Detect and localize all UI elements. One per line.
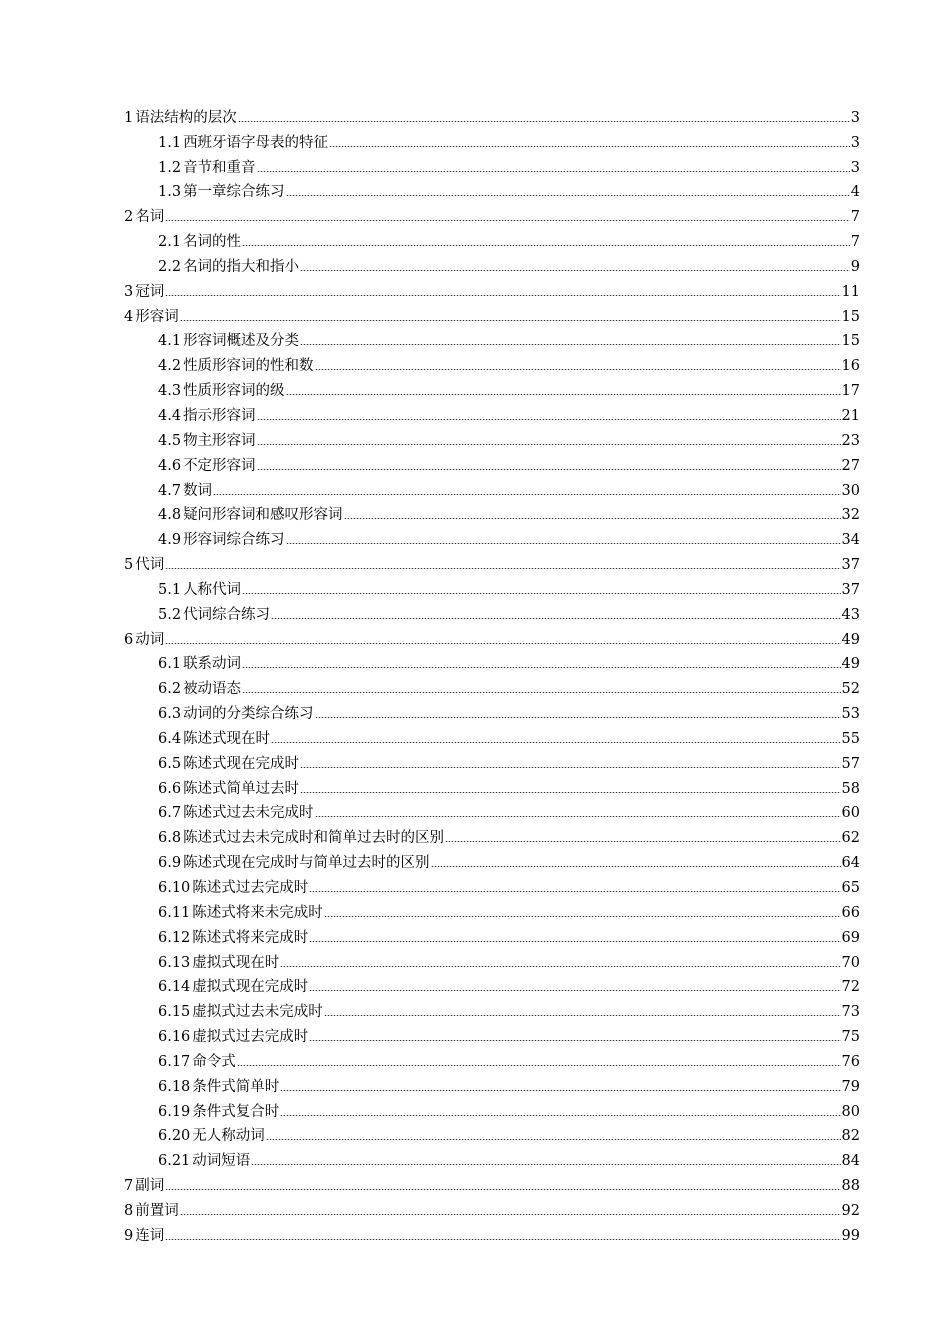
toc-entry-number: 6.5 bbox=[158, 755, 182, 772]
toc-entry-6-1[interactable] bbox=[124, 649, 860, 674]
toc-entry-6-9[interactable] bbox=[124, 847, 860, 872]
toc-entry-title-group bbox=[158, 357, 314, 375]
toc-dot-leader bbox=[251, 1164, 840, 1165]
toc-entry-6-21[interactable] bbox=[124, 1145, 860, 1170]
toc-entry-title-group bbox=[158, 929, 308, 947]
toc-entry-title: 代词 bbox=[135, 557, 165, 574]
toc-entry-number: 9 bbox=[124, 1227, 134, 1244]
toc-entry-page: 3 bbox=[850, 159, 860, 176]
toc-entry-4-9[interactable] bbox=[124, 524, 860, 549]
toc-entry-number: 6.16 bbox=[158, 1029, 191, 1046]
toc-entry-number: 6.4 bbox=[158, 730, 182, 747]
toc-entry-number: 2.2 bbox=[158, 258, 182, 275]
toc-entry-title: 形容词综合练习 bbox=[183, 532, 285, 549]
toc-entry-title: 物主形容词 bbox=[183, 432, 256, 449]
toc-entry-page: 30 bbox=[841, 482, 860, 499]
toc-dot-leader bbox=[344, 518, 841, 519]
toc-entry-6-19[interactable] bbox=[124, 1096, 860, 1121]
toc-entry-page: 37 bbox=[841, 557, 860, 574]
toc-entry-title-group bbox=[124, 631, 164, 649]
toc-entry-1-2[interactable] bbox=[124, 152, 860, 177]
toc-entry-page: 16 bbox=[841, 358, 860, 375]
toc-entry-number: 6.10 bbox=[158, 880, 191, 896]
toc-entry-6-3[interactable] bbox=[124, 698, 860, 723]
toc-entry-title: 陈述式现在完成时与简单过去时的区别 bbox=[183, 855, 430, 872]
toc-entry-number: 6.11 bbox=[158, 904, 191, 921]
toc-entry-number: 4 bbox=[124, 308, 134, 325]
toc-entry-6-11[interactable] bbox=[124, 897, 860, 922]
toc-entry-title: 动词的分类综合练习 bbox=[183, 706, 314, 723]
toc-entry-title-group bbox=[158, 332, 299, 350]
toc-entry-title-group bbox=[158, 258, 299, 276]
toc-entry-number: 6.1 bbox=[158, 656, 182, 673]
toc-entry-6-13[interactable] bbox=[124, 947, 860, 972]
toc-entry-title: 虚拟式过去完成时 bbox=[192, 1029, 309, 1046]
toc-entry-6-18[interactable] bbox=[124, 1071, 860, 1096]
toc-entry-5-1[interactable] bbox=[124, 574, 860, 599]
toc-entry-title-group bbox=[124, 1202, 179, 1220]
toc-dot-leader bbox=[257, 444, 841, 445]
toc-entry-title-group bbox=[158, 780, 299, 798]
toc-entry-title: 条件式复合时 bbox=[192, 1103, 280, 1120]
toc-entry-page: 7 bbox=[850, 209, 860, 226]
toc-entry-4-1[interactable] bbox=[124, 326, 860, 351]
toc-entry-page: 49 bbox=[841, 656, 860, 673]
toc-entry-page: 52 bbox=[841, 681, 860, 698]
toc-entry-4-3[interactable] bbox=[124, 375, 860, 400]
toc-entry-page: 17 bbox=[841, 383, 860, 400]
toc-entry-6-2[interactable] bbox=[124, 673, 860, 698]
toc-entry-number: 4.8 bbox=[158, 507, 182, 524]
toc-entry-page: 92 bbox=[841, 1202, 860, 1219]
toc-dot-leader bbox=[286, 543, 841, 544]
toc-entry-number: 6.14 bbox=[158, 979, 191, 996]
toc-entry-title: 虚拟式现在时 bbox=[192, 954, 280, 971]
toc-entry-page: 55 bbox=[841, 730, 860, 747]
toc-entry-page: 3 bbox=[850, 134, 860, 151]
toc-entry-title-group bbox=[124, 1227, 164, 1245]
toc-entry-title-group bbox=[158, 879, 308, 897]
toc-entry-number: 6.7 bbox=[158, 805, 182, 822]
toc-entry-2[interactable] bbox=[124, 201, 860, 226]
toc-entry-4-8[interactable] bbox=[124, 500, 860, 525]
toc-entry-number: 2.1 bbox=[158, 234, 182, 251]
toc-entry-title: 无人称动词 bbox=[192, 1128, 265, 1145]
toc-entry-page: 69 bbox=[841, 929, 860, 946]
toc-entry-page: 99 bbox=[841, 1227, 860, 1244]
toc-entry-title-group bbox=[158, 506, 343, 524]
toc-entry-number: 6.17 bbox=[158, 1053, 191, 1070]
toc-entry-6-17[interactable] bbox=[124, 1046, 860, 1071]
toc-entry-9[interactable] bbox=[124, 1220, 860, 1245]
toc-dot-leader bbox=[309, 941, 840, 942]
toc-entry-title: 前置词 bbox=[135, 1202, 179, 1219]
toc-entry-title-group bbox=[158, 655, 241, 673]
toc-entry-page: 37 bbox=[841, 581, 860, 598]
toc-entry-title: 音节和重音 bbox=[183, 159, 256, 176]
toc-entry-3[interactable] bbox=[124, 276, 860, 301]
toc-dot-leader bbox=[324, 916, 841, 917]
toc-dot-leader bbox=[300, 270, 850, 271]
toc-entry-page: 32 bbox=[841, 507, 860, 524]
toc-entry-number: 6 bbox=[124, 631, 134, 648]
toc-entry-page: 34 bbox=[841, 532, 860, 549]
toc-entry-5[interactable] bbox=[124, 549, 860, 574]
toc-entry-page: 27 bbox=[841, 457, 860, 474]
toc-entry-number: 6.21 bbox=[158, 1153, 191, 1170]
toc-entry-1-1[interactable] bbox=[124, 127, 860, 152]
toc-entry-title: 陈述式过去未完成时 bbox=[183, 805, 314, 822]
toc-entry-title: 形容词概述及分类 bbox=[183, 333, 300, 350]
toc-entry-6-5[interactable] bbox=[124, 748, 860, 773]
toc-entry-title-group bbox=[124, 109, 237, 127]
toc-entry-title-group bbox=[158, 1127, 265, 1145]
toc-dot-leader bbox=[280, 966, 840, 967]
toc-dot-leader bbox=[242, 245, 850, 246]
toc-entry-4-7[interactable] bbox=[124, 475, 860, 500]
toc-entry-title-group bbox=[158, 482, 212, 500]
toc-entry-page: 11 bbox=[841, 283, 860, 300]
toc-entry-6-7[interactable] bbox=[124, 798, 860, 823]
toc-dot-leader bbox=[280, 1090, 840, 1091]
toc-entry-page: 15 bbox=[841, 333, 860, 350]
toc-entry-6-8[interactable] bbox=[124, 822, 860, 847]
toc-entry-number: 5.1 bbox=[158, 581, 182, 598]
toc-entry-title: 命令式 bbox=[192, 1053, 236, 1070]
toc-entry-number: 1 bbox=[124, 109, 134, 126]
toc-entry-title: 连词 bbox=[135, 1227, 165, 1244]
toc-entry-7[interactable] bbox=[124, 1170, 860, 1195]
toc-dot-leader bbox=[213, 494, 840, 495]
toc-dot-leader bbox=[257, 469, 841, 470]
toc-dot-leader bbox=[445, 841, 840, 842]
toc-entry-title: 陈述式将来完成时 bbox=[192, 929, 309, 946]
toc-dot-leader bbox=[237, 1065, 841, 1066]
toc-entry-title: 联系动词 bbox=[183, 656, 242, 673]
toc-entry-title-group bbox=[158, 581, 241, 599]
toc-entry-page: 64 bbox=[841, 855, 860, 872]
toc-dot-leader bbox=[165, 295, 840, 296]
toc-entry-title: 虚拟式过去未完成时 bbox=[192, 1004, 323, 1021]
toc-entry-page: 79 bbox=[841, 1078, 860, 1095]
toc-entry-number: 1.2 bbox=[158, 159, 182, 176]
toc-dot-leader bbox=[242, 667, 840, 668]
toc-entry-title-group bbox=[124, 1177, 164, 1195]
toc-entry-title: 西班牙语字母表的特征 bbox=[183, 134, 329, 151]
toc-entry-title: 代词综合练习 bbox=[183, 606, 271, 623]
toc-entry-number: 6.19 bbox=[158, 1103, 191, 1120]
toc-entry-title-group bbox=[158, 1078, 279, 1096]
toc-entry-title-group bbox=[124, 556, 164, 574]
toc-entry-number: 7 bbox=[124, 1178, 134, 1195]
toc-entry-number: 4.7 bbox=[158, 482, 182, 499]
toc-entry-title: 名词 bbox=[135, 209, 165, 226]
toc-entry-page: 66 bbox=[841, 904, 860, 921]
toc-entry-number: 1.3 bbox=[158, 184, 182, 201]
toc-entry-title: 疑问形容词和感叹形容词 bbox=[183, 507, 343, 524]
toc-entry-title-group bbox=[158, 829, 444, 847]
toc-entry-title: 动词 bbox=[135, 631, 165, 648]
toc-entry-page: 3 bbox=[850, 109, 860, 126]
toc-entry-6-10[interactable] bbox=[124, 872, 860, 897]
toc-entry-number: 4.9 bbox=[158, 532, 182, 549]
toc-entry-title-group bbox=[158, 755, 299, 773]
toc-entry-page: 23 bbox=[841, 432, 860, 449]
toc-dot-leader bbox=[309, 990, 840, 991]
toc-entry-page: 9 bbox=[850, 258, 860, 275]
toc-dot-leader bbox=[315, 816, 841, 817]
toc-dot-leader bbox=[266, 1139, 841, 1140]
toc-entry-page: 88 bbox=[841, 1178, 860, 1195]
toc-dot-leader bbox=[242, 692, 840, 693]
toc-dot-leader bbox=[329, 146, 850, 147]
toc-dot-leader bbox=[300, 792, 840, 793]
toc-entry-1-3[interactable] bbox=[124, 177, 860, 202]
toc-entry-page: 65 bbox=[841, 880, 860, 896]
toc-entry-page: 43 bbox=[841, 606, 860, 623]
toc-dot-leader bbox=[309, 1040, 840, 1041]
toc-entry-title: 陈述式现在完成时 bbox=[183, 755, 300, 772]
toc-entry-page: 53 bbox=[841, 706, 860, 723]
toc-entry-title: 语法结构的层次 bbox=[135, 109, 237, 126]
toc-entry-title-group bbox=[158, 1103, 279, 1121]
toc-entry-number: 6.2 bbox=[158, 681, 182, 698]
toc-entry-title-group bbox=[124, 308, 179, 326]
toc-entry-title: 陈述式简单过去时 bbox=[183, 780, 300, 797]
toc-entry-title: 被动语态 bbox=[183, 681, 242, 698]
toc-entry-title: 条件式简单时 bbox=[192, 1078, 280, 1095]
toc-entry-6-16[interactable] bbox=[124, 1021, 860, 1046]
toc-dot-leader bbox=[286, 195, 850, 196]
toc-entry-title-group bbox=[158, 407, 256, 425]
toc-entry-number: 4.2 bbox=[158, 358, 182, 375]
toc-entry-title-group bbox=[158, 457, 256, 475]
toc-entry-page: 82 bbox=[841, 1128, 860, 1145]
toc-entry-number: 4.3 bbox=[158, 383, 182, 400]
toc-entry-title: 名词的性 bbox=[183, 234, 242, 251]
toc-dot-leader bbox=[286, 394, 841, 395]
toc-entry-number: 8 bbox=[124, 1202, 134, 1219]
toc-entry-title: 动词短语 bbox=[192, 1153, 251, 1170]
toc-entry-number: 3 bbox=[124, 283, 134, 300]
toc-entry-page: 15 bbox=[841, 308, 860, 325]
toc-entry-title: 陈述式过去完成时 bbox=[192, 880, 309, 896]
toc-entry-page: 73 bbox=[841, 1004, 860, 1021]
toc-entry-title: 形容词 bbox=[135, 308, 179, 325]
toc-entry-4[interactable] bbox=[124, 301, 860, 326]
toc-entry-8[interactable] bbox=[124, 1195, 860, 1220]
toc-dot-leader bbox=[180, 320, 841, 321]
toc-entry-number: 4.5 bbox=[158, 432, 182, 449]
toc-entry-title-group bbox=[158, 1003, 323, 1021]
toc-entry-page: 21 bbox=[841, 407, 860, 424]
toc-entry-title-group bbox=[158, 854, 430, 872]
toc-entry-title-group bbox=[158, 1053, 236, 1071]
toc-entry-6-15[interactable] bbox=[124, 996, 860, 1021]
toc-dot-leader bbox=[165, 643, 840, 644]
toc-entry-title-group bbox=[158, 531, 285, 549]
toc-entry-page: 62 bbox=[841, 830, 860, 847]
toc-entry-6-20[interactable] bbox=[124, 1121, 860, 1146]
toc-dot-leader bbox=[242, 593, 840, 594]
toc-entry-6-6[interactable] bbox=[124, 773, 860, 798]
toc-entry-2-1[interactable] bbox=[124, 226, 860, 251]
toc-entry-number: 4.6 bbox=[158, 457, 182, 474]
toc-entry-title: 陈述式过去未完成时和简单过去时的区别 bbox=[183, 830, 445, 847]
toc-dot-leader bbox=[324, 1015, 841, 1016]
toc-entry-title-group bbox=[158, 159, 256, 177]
toc-entry-title: 冠词 bbox=[135, 283, 165, 300]
toc-entry-title: 性质形容词的性和数 bbox=[183, 358, 314, 375]
toc-dot-leader bbox=[165, 220, 850, 221]
toc-dot-leader bbox=[271, 618, 840, 619]
toc-entry-6[interactable] bbox=[124, 624, 860, 649]
toc-entry-page: 60 bbox=[841, 805, 860, 822]
toc-entry-title: 数词 bbox=[183, 482, 213, 499]
toc-entry-page: 75 bbox=[841, 1029, 860, 1046]
toc-entry-title-group bbox=[158, 382, 285, 400]
toc-entry-page: 4 bbox=[850, 184, 860, 201]
toc-dot-leader bbox=[315, 717, 841, 718]
toc-dot-leader bbox=[165, 1239, 840, 1240]
toc-entry-title-group bbox=[158, 233, 241, 251]
toc-entry-page: 76 bbox=[841, 1053, 860, 1070]
toc-entry-number: 6.9 bbox=[158, 855, 182, 872]
toc-entry-4-5[interactable] bbox=[124, 425, 860, 450]
table-of-contents bbox=[124, 102, 860, 1245]
toc-entry-5-2[interactable] bbox=[124, 599, 860, 624]
toc-entry-title-group bbox=[158, 1028, 308, 1046]
toc-dot-leader bbox=[280, 1115, 840, 1116]
toc-entry-2-2[interactable] bbox=[124, 251, 860, 276]
toc-entry-title-group bbox=[158, 680, 241, 698]
toc-entry-number: 1.1 bbox=[158, 134, 182, 151]
toc-entry-title-group bbox=[158, 134, 328, 152]
toc-entry-number: 6.18 bbox=[158, 1078, 191, 1095]
toc-entry-number: 6.15 bbox=[158, 1004, 191, 1021]
toc-entry-title: 第一章综合练习 bbox=[183, 184, 285, 201]
toc-entry-number: 6.13 bbox=[158, 954, 191, 971]
toc-entry-page: 57 bbox=[841, 755, 860, 772]
toc-dot-leader bbox=[257, 171, 850, 172]
toc-entry-1[interactable] bbox=[124, 102, 860, 127]
toc-entry-6-4[interactable] bbox=[124, 723, 860, 748]
toc-dot-leader bbox=[257, 419, 841, 420]
toc-dot-leader bbox=[165, 1189, 840, 1190]
toc-entry-title: 性质形容词的级 bbox=[183, 383, 285, 400]
toc-entry-page: 7 bbox=[850, 234, 860, 251]
toc-entry-title-group bbox=[158, 978, 308, 996]
toc-entry-title-group bbox=[158, 432, 256, 450]
toc-entry-number: 6.12 bbox=[158, 929, 191, 946]
toc-entry-number: 6.3 bbox=[158, 706, 182, 723]
toc-entry-title-group bbox=[158, 904, 323, 922]
toc-entry-6-12[interactable] bbox=[124, 922, 860, 947]
toc-entry-page: 49 bbox=[841, 631, 860, 648]
toc-entry-title-group bbox=[158, 705, 314, 723]
toc-dot-leader bbox=[309, 891, 840, 892]
toc-dot-leader bbox=[431, 866, 841, 867]
toc-entry-title: 指示形容词 bbox=[183, 407, 256, 424]
toc-entry-title-group bbox=[124, 208, 164, 226]
toc-entry-title-group bbox=[158, 183, 285, 201]
toc-entry-title: 名词的指大和指小 bbox=[183, 258, 300, 275]
toc-dot-leader bbox=[300, 344, 840, 345]
toc-entry-number: 4.4 bbox=[158, 407, 182, 424]
toc-entry-title-group bbox=[158, 730, 270, 748]
toc-entry-title-group bbox=[124, 283, 164, 301]
toc-entry-page: 80 bbox=[841, 1103, 860, 1120]
toc-dot-leader bbox=[315, 369, 841, 370]
toc-entry-title-group bbox=[158, 606, 270, 624]
toc-entry-4-6[interactable] bbox=[124, 450, 860, 475]
toc-entry-number: 6.8 bbox=[158, 830, 182, 847]
toc-entry-6-14[interactable] bbox=[124, 972, 860, 997]
toc-dot-leader bbox=[238, 121, 850, 122]
toc-entry-number: 2 bbox=[124, 209, 134, 226]
toc-entry-title-group bbox=[158, 804, 314, 822]
toc-dot-leader bbox=[271, 742, 840, 743]
toc-entry-title: 不定形容词 bbox=[183, 457, 256, 474]
toc-entry-page: 58 bbox=[841, 780, 860, 797]
toc-dot-leader bbox=[165, 568, 840, 569]
toc-entry-page: 70 bbox=[841, 954, 860, 971]
toc-entry-number: 6.20 bbox=[158, 1128, 191, 1145]
toc-dot-leader bbox=[180, 1214, 841, 1215]
toc-entry-number: 6.6 bbox=[158, 780, 182, 797]
toc-entry-number: 5 bbox=[124, 557, 134, 574]
toc-entry-page: 72 bbox=[841, 979, 860, 996]
toc-entry-title: 陈述式现在时 bbox=[183, 730, 271, 747]
toc-entry-title: 人称代词 bbox=[183, 581, 242, 598]
toc-entry-title: 虚拟式现在完成时 bbox=[192, 979, 309, 996]
toc-entry-number: 4.1 bbox=[158, 333, 182, 350]
toc-entry-title-group bbox=[158, 1152, 250, 1170]
toc-entry-page: 84 bbox=[841, 1153, 860, 1170]
toc-entry-title-group bbox=[158, 954, 279, 972]
toc-entry-title: 副词 bbox=[135, 1178, 165, 1195]
toc-dot-leader bbox=[300, 767, 840, 768]
toc-entry-4-4[interactable] bbox=[124, 400, 860, 425]
toc-entry-number: 5.2 bbox=[158, 606, 182, 623]
toc-entry-title: 陈述式将来未完成时 bbox=[192, 904, 323, 921]
toc-entry-4-2[interactable] bbox=[124, 350, 860, 375]
